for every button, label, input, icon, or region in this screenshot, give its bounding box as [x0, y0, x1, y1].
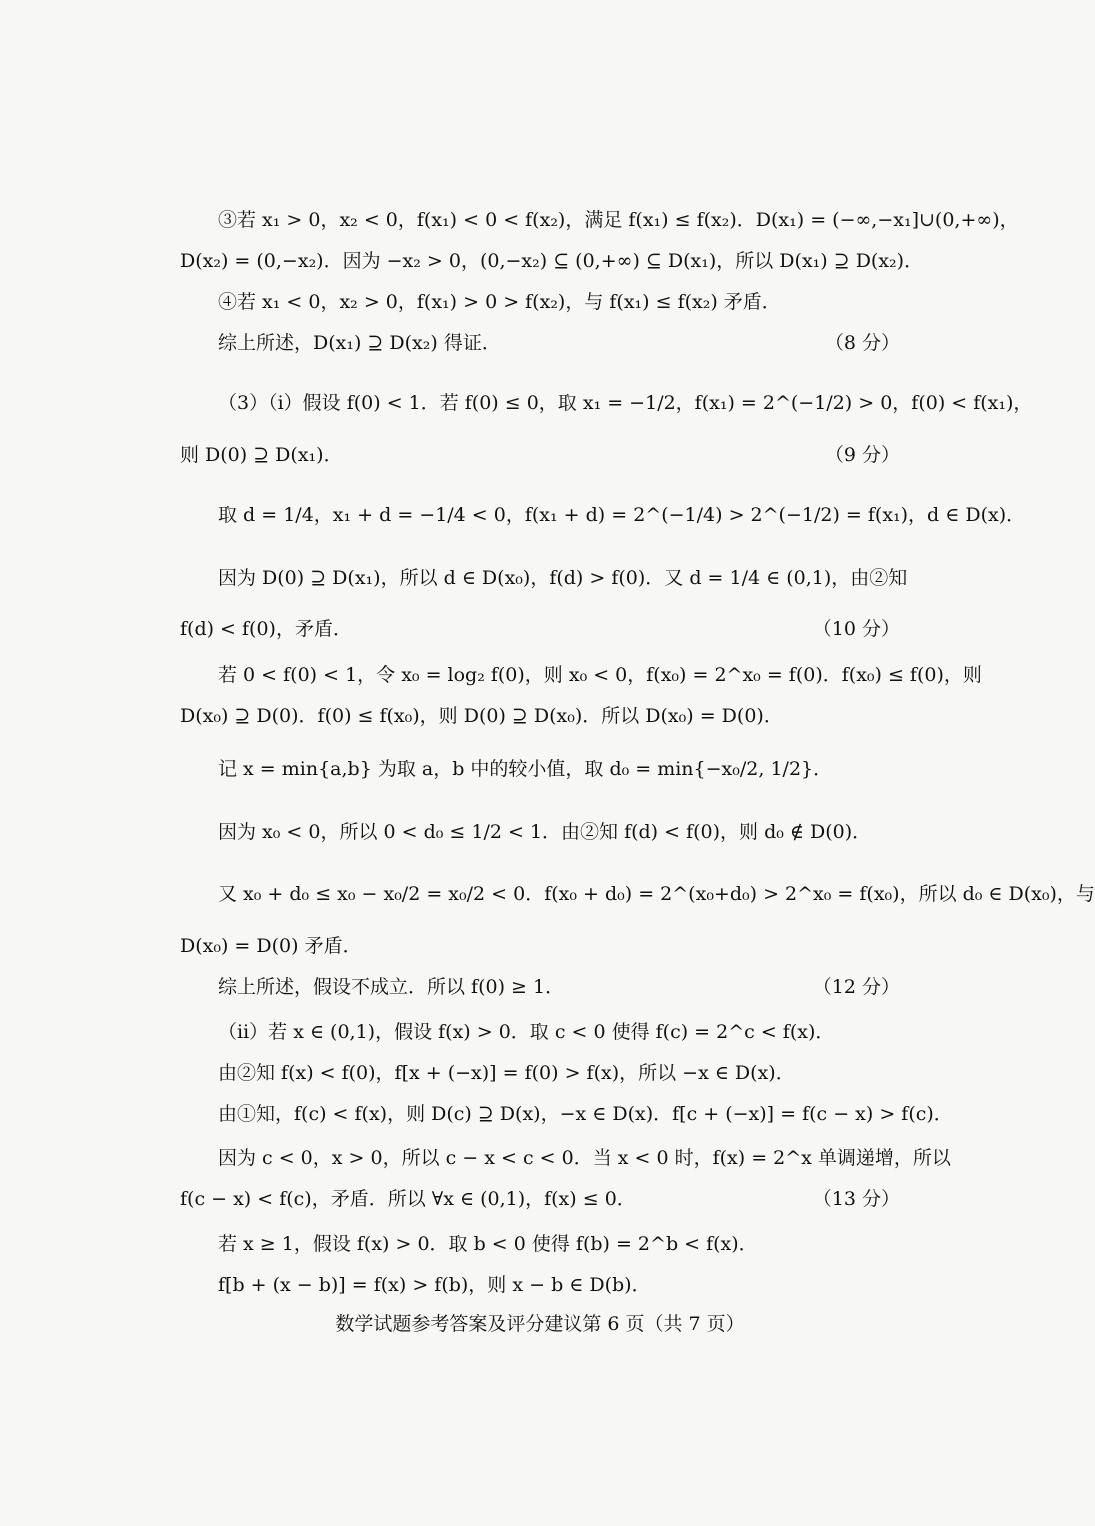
- text-line: （ⅱ）若 x ∈ (0,1)，假设 f(x) > 0．取 c < 0 使得 f(c) = 2^c < f(x)．: [218, 1021, 835, 1043]
- text-line: 取 d = 1/4，x₁ + d = −1/4 < 0，f(x₁ + d) = 2^(−1/4) > 2^(−1/2) = f(x₁)，d ∈ D(x)．: [218, 504, 1026, 526]
- text-line: 综上所述，假设不成立．所以 f(0) ≥ 1．: [218, 976, 565, 998]
- text-line: 若 x ≥ 1，假设 f(x) > 0．取 b < 0 使得 f(b) = 2^b < f(x)．: [218, 1233, 758, 1255]
- text-line: D(x₀) ⊇ D(0)．f(0) ≤ f(x₀)，则 D(0) ⊇ D(x₀)．所以 D(x₀) = D(0)．: [180, 705, 783, 727]
- score-label: （10 分）: [812, 618, 900, 640]
- text-line: 若 0 < f(0) < 1，令 x₀ = log₂ f(0)，则 x₀ < 0，f(x₀) = 2^x₀ = f(0)．f(x₀) ≤ f(0)，则: [218, 664, 982, 686]
- text-line: 则 D(0) ⊇ D(x₁)．: [180, 444, 343, 466]
- text-line: D(x₀) = D(0) 矛盾．: [180, 935, 362, 957]
- text-line: f[b + (x − b)] = f(x) > f(b)，则 x − b ∈ D(b)．: [218, 1274, 651, 1296]
- text-line: f(c − x) < f(c)，矛盾．所以 ∀x ∈ (0,1)，f(x) ≤ 0．: [180, 1188, 636, 1210]
- text-line: 因为 D(0) ⊇ D(x₁)，所以 d ∈ D(x₀)，f(d) > f(0)．又 d = 1/4 ∈ (0,1)，由②知: [218, 567, 908, 589]
- text-line: （3）（ⅰ）假设 f(0) < 1．若 f(0) ≤ 0，取 x₁ = −1/2，f(x₁) = 2^(−1/2) > 0，f(0) < f(x₁)，: [218, 392, 1033, 414]
- text-line: 记 x = min{a,b} 为取 a，b 中的较小值，取 d₀ = min{−x₀/2, 1/2}．: [218, 758, 833, 780]
- page-footer: 数学试题参考答案及评分建议第 6 页（共 7 页）: [335, 1313, 745, 1335]
- text-line: ④若 x₁ < 0，x₂ > 0，f(x₁) > 0 > f(x₂)，与 f(x₁) ≤ f(x₂) 矛盾．: [218, 291, 781, 313]
- text-line: f(d) < f(0)，矛盾．: [180, 618, 352, 640]
- score-label: （9 分）: [824, 444, 900, 466]
- text-line: 由②知 f(x) < f(0)，f[x + (−x)] = f(0) > f(x)，所以 −x ∈ D(x)．: [218, 1062, 795, 1084]
- text-line: ③若 x₁ > 0，x₂ < 0，f(x₁) < 0 < f(x₂)，满足 f(x₁) ≤ f(x₂)．D(x₁) = (−∞,−x₁]∪(0,+∞)，: [218, 209, 1019, 231]
- text-line: 又 x₀ + d₀ ≤ x₀ − x₀/2 = x₀/2 < 0．f(x₀ + d₀) = 2^(x₀+d₀) > 2^x₀ = f(x₀)，所以 d₀ ∈ D(x₀)，与: [218, 883, 1095, 905]
- text-line: 由①知，f(c) < f(x)，则 D(c) ⊇ D(x)，−x ∈ D(x)．f[c + (−x)] = f(c − x) > f(c)．: [218, 1103, 953, 1125]
- text-line: 综上所述，D(x₁) ⊇ D(x₂) 得证．: [218, 332, 501, 354]
- score-label: （13 分）: [812, 1188, 900, 1210]
- text-line: D(x₂) = (0,−x₂)．因为 −x₂ > 0，(0,−x₂) ⊆ (0,+∞) ⊆ D(x₁)，所以 D(x₁) ⊇ D(x₂)．: [180, 250, 924, 272]
- text-line: 因为 c < 0，x > 0，所以 c − x < c < 0．当 x < 0 时，f(x) = 2^x 单调递增，所以: [218, 1147, 951, 1169]
- score-label: （8 分）: [824, 332, 900, 354]
- score-label: （12 分）: [812, 976, 900, 998]
- text-line: 因为 x₀ < 0，所以 0 < d₀ ≤ 1/2 < 1．由②知 f(d) < f(0)，则 d₀ ∉ D(0)．: [218, 821, 872, 843]
